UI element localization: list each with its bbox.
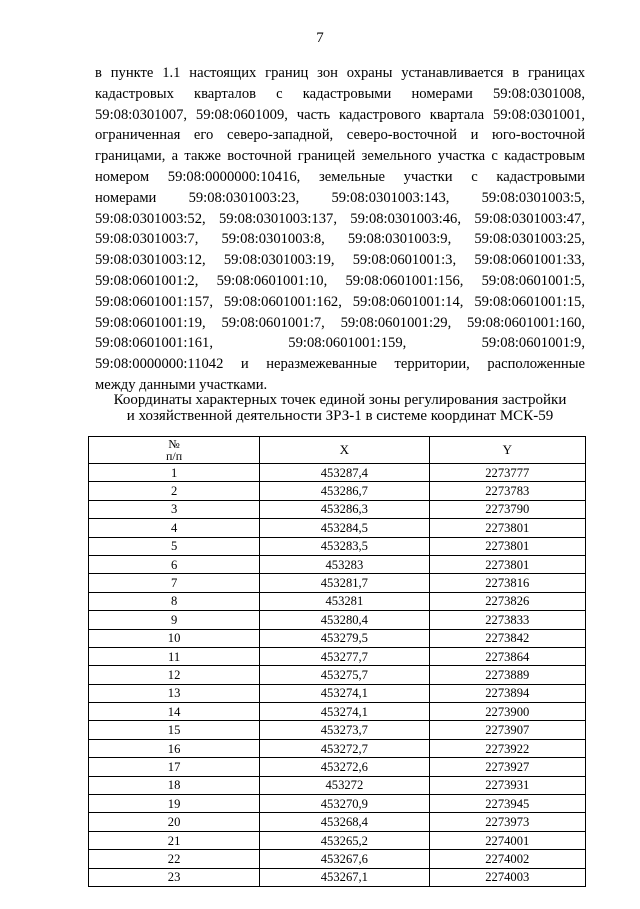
- header-number-sign: №: [168, 437, 180, 451]
- cell-y: 2273816: [429, 574, 585, 592]
- cell-row-number: 19: [89, 795, 260, 813]
- cell-row-number: 1: [89, 464, 260, 482]
- paragraph-line: в пункте 1.1 настоящих границ зон охраны устанавливается в границах: [95, 65, 585, 81]
- cell-x: 453270,9: [260, 795, 429, 813]
- cell-y: 2273842: [429, 629, 585, 647]
- cell-y: 2273889: [429, 666, 585, 684]
- cell-x: 453281: [260, 592, 429, 610]
- cell-x: 453267,1: [260, 868, 429, 886]
- cell-y: 2273927: [429, 758, 585, 776]
- cell-y: 2273801: [429, 519, 585, 537]
- cell-x: 453274,1: [260, 684, 429, 702]
- cell-y: 2273973: [429, 813, 585, 831]
- paragraph-line: 59:08:0301003:52, 59:08:0301003:137, 59:08:0301003:46, 59:08:0301003:47,: [95, 210, 585, 227]
- table-row: [89, 868, 586, 886]
- header-row-number: [89, 437, 260, 464]
- paragraph-line: границами, а также восточной границей земельного участка с кадастровым: [95, 148, 585, 165]
- table-row: [89, 537, 586, 555]
- paragraph-line: 59:08:0601001:2, 59:08:0601001:10, 59:08:0601001:156, 59:08:0601001:5,: [95, 272, 585, 289]
- cell-row-number: 21: [89, 831, 260, 849]
- body-paragraph: [95, 63, 585, 396]
- cell-y: 2274001: [429, 831, 585, 849]
- table-title: [90, 392, 590, 424]
- cell-x: 453267,6: [260, 850, 429, 868]
- cell-row-number: 2: [89, 482, 260, 500]
- paragraph-line: между данными участками.: [95, 376, 268, 393]
- cell-y: 2273833: [429, 611, 585, 629]
- cell-y: 2273900: [429, 703, 585, 721]
- cell-x: 453283,5: [260, 537, 429, 555]
- paragraph-line: 59:08:0601001:161, 59:08:0601001:159, 59:08:0601001:9,: [95, 335, 585, 352]
- cell-row-number: 5: [89, 537, 260, 555]
- cell-y: 2273826: [429, 592, 585, 610]
- table-row: [89, 831, 586, 849]
- cell-x: 453275,7: [260, 666, 429, 684]
- cell-x: 453272: [260, 776, 429, 794]
- cell-y: 2273801: [429, 555, 585, 573]
- cell-y: 2273801: [429, 537, 585, 555]
- header-x: X: [260, 437, 429, 464]
- paragraph-line: кадастровых кварталов с кадастровыми номерами 59:08:0301008,: [95, 85, 585, 102]
- cell-row-number: 22: [89, 850, 260, 868]
- paragraph-line: номерами 59:08:0301003:23, 59:08:0301003:143, 59:08:0301003:5,: [95, 189, 585, 206]
- table-row: [89, 647, 586, 665]
- cell-x: 453284,5: [260, 519, 429, 537]
- table-row: [89, 813, 586, 831]
- cell-row-number: 17: [89, 758, 260, 776]
- cell-row-number: 15: [89, 721, 260, 739]
- cell-row-number: 7: [89, 574, 260, 592]
- cell-row-number: 11: [89, 647, 260, 665]
- cell-y: 2273864: [429, 647, 585, 665]
- cell-x: 453287,4: [260, 464, 429, 482]
- table-row: [89, 684, 586, 702]
- cell-y: 2273907: [429, 721, 585, 739]
- table-title-line-2: и хозяйственной деятельности ЗРЗ-1 в системе координат МСК-59: [126, 408, 554, 424]
- coordinates-table: [88, 436, 586, 887]
- cell-x: 453265,2: [260, 831, 429, 849]
- paragraph-line: 59:08:0601001:19, 59:08:0601001:7, 59:08:0601001:29, 59:08:0601001:160,: [95, 314, 585, 331]
- table-row: [89, 500, 586, 518]
- cell-y: 2273894: [429, 684, 585, 702]
- table-row: [89, 795, 586, 813]
- cell-x: 453281,7: [260, 574, 429, 592]
- cell-y: 2273922: [429, 739, 585, 757]
- header-y: Y: [429, 437, 585, 464]
- cell-y: 2273777: [429, 464, 585, 482]
- paragraph-line: ограниченная его северо-западной, северо-восточной и юго-восточной: [95, 127, 585, 144]
- table-row: [89, 574, 586, 592]
- paragraph-line: 59:08:0601001:157, 59:08:0601001:162, 59:08:0601001:14, 59:08:0601001:15,: [95, 293, 585, 310]
- cell-x: 453286,7: [260, 482, 429, 500]
- table-row: [89, 666, 586, 684]
- table-row: [89, 758, 586, 776]
- cell-row-number: 9: [89, 611, 260, 629]
- table-row: [89, 464, 586, 482]
- table-row: [89, 519, 586, 537]
- cell-row-number: 23: [89, 868, 260, 886]
- cell-x: 453274,1: [260, 703, 429, 721]
- cell-x: 453280,4: [260, 611, 429, 629]
- cell-x: 453268,4: [260, 813, 429, 831]
- cell-row-number: 8: [89, 592, 260, 610]
- table-row: [89, 592, 586, 610]
- cell-y: 2274002: [429, 850, 585, 868]
- cell-x: 453277,7: [260, 647, 429, 665]
- cell-row-number: 16: [89, 739, 260, 757]
- table-row: [89, 850, 586, 868]
- cell-row-number: 18: [89, 776, 260, 794]
- cell-x: 453272,6: [260, 758, 429, 776]
- cell-y: 2273945: [429, 795, 585, 813]
- table-row: [89, 703, 586, 721]
- paragraph-line: 59:08:0301003:7, 59:08:0301003:8, 59:08:0301003:9, 59:08:0301003:25,: [95, 231, 585, 248]
- cell-y: 2273783: [429, 482, 585, 500]
- cell-row-number: 3: [89, 500, 260, 518]
- cell-x: 453283: [260, 555, 429, 573]
- cell-y: 2273790: [429, 500, 585, 518]
- paragraph-line: 59:08:0000000:11042 и неразмежеванные территории, расположенные: [95, 356, 585, 373]
- cell-row-number: 10: [89, 629, 260, 647]
- table-header-row: [89, 437, 586, 464]
- page-number: 7: [316, 30, 324, 46]
- cell-x: 453286,3: [260, 500, 429, 518]
- table-row: [89, 739, 586, 757]
- header-number-abbrev: п/п: [166, 449, 183, 463]
- paragraph-line: 59:08:0301007, 59:08:0601009, часть кадастрового квартала 59:08:0301001,: [95, 106, 585, 123]
- cell-row-number: 4: [89, 519, 260, 537]
- coordinates-table-body: [89, 464, 586, 887]
- cell-row-number: 14: [89, 703, 260, 721]
- cell-row-number: 20: [89, 813, 260, 831]
- cell-x: 453272,7: [260, 739, 429, 757]
- cell-x: 453279,5: [260, 629, 429, 647]
- cell-x: 453273,7: [260, 721, 429, 739]
- cell-y: 2274003: [429, 868, 585, 886]
- table-row: [89, 611, 586, 629]
- table-row: [89, 482, 586, 500]
- table-row: [89, 555, 586, 573]
- cell-row-number: 6: [89, 555, 260, 573]
- table-row: [89, 629, 586, 647]
- cell-y: 2273931: [429, 776, 585, 794]
- paragraph-line: номером 59:08:0000000:10416, земельные участки с кадастровыми: [95, 168, 585, 185]
- table-title-line-1: Координаты характерных точек единой зоны регулирования застройки: [113, 392, 567, 408]
- table-row: [89, 721, 586, 739]
- cell-row-number: 12: [89, 666, 260, 684]
- table-row: [89, 776, 586, 794]
- cell-row-number: 13: [89, 684, 260, 702]
- paragraph-line: 59:08:0301003:12, 59:08:0301003:19, 59:08:0601001:3, 59:08:0601001:33,: [95, 252, 585, 269]
